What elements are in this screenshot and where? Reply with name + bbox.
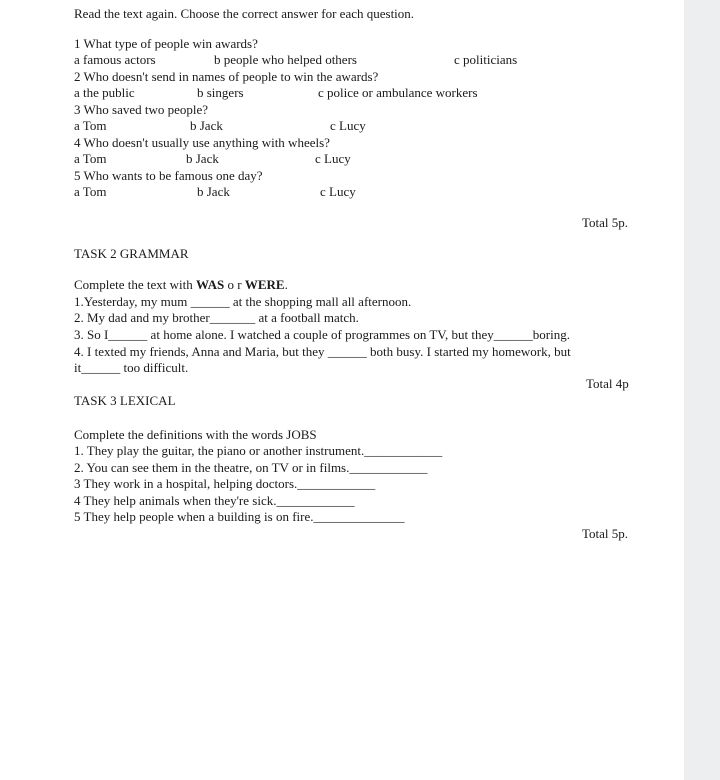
question-2: 2 Who doesn't send in names of people to win the awards?: [74, 69, 379, 84]
task2-line-2: 2. My dad and my brother_______ at a football match.: [74, 310, 359, 325]
question-1: 1 What type of people win awards?: [74, 36, 258, 51]
q1-option-c: c politicians: [454, 52, 518, 67]
task2-line-4: 4. I texted my friends, Anna and Maria, but they ______ both busy. I started my homework, but: [74, 344, 571, 359]
q3-option-b: b Jack: [190, 118, 223, 133]
question-3: 3 Who saved two people?: [74, 102, 209, 117]
instructions: Read the text again. Choose the correct answer for each question.: [74, 6, 415, 21]
q4-option-c: c Lucy: [315, 151, 351, 166]
q2-option-b: b singers: [197, 85, 244, 100]
task3-line-5: 5 They help people when a building is on fire.______________: [74, 509, 405, 524]
task2-line-1: 1.Yesterday, my mum ______ at the shopping mall all afternoon.: [74, 294, 412, 309]
task3-title: TASK 3 LEXICAL: [74, 393, 176, 408]
q3-option-c: c Lucy: [330, 118, 366, 133]
question-5: 5 Who wants to be famous one day?: [74, 168, 263, 183]
side-margin: [684, 0, 720, 780]
q5-option-c: c Lucy: [320, 184, 356, 199]
task3-line-2: 2. You can see them in the theatre, on TV or in films.____________: [74, 460, 428, 475]
task2-instructions: Complete the text with WAS o r WERE.: [74, 277, 288, 292]
q2-option-c: c police or ambulance workers: [318, 85, 478, 100]
task2-line-3: 3. So I______ at home alone. I watched a couple of programmes on TV, but they______boring.: [74, 327, 570, 342]
q5-option-a: a Tom: [74, 184, 107, 199]
q3-option-a: a Tom: [74, 118, 107, 133]
question-4: 4 Who doesn't usually use anything with wheels?: [74, 135, 330, 150]
task2-title: TASK 2 GRAMMAR: [74, 246, 189, 261]
task3-line-4: 4 They help animals when they're sick.____________: [74, 493, 355, 508]
task3-line-1: 1. They play the guitar, the piano or another instrument.____________: [74, 443, 443, 458]
q4-option-a: a Tom: [74, 151, 107, 166]
task3-line-3: 3 They work in a hospital, helping doctors.____________: [74, 476, 376, 491]
q1-option-a: a famous actors: [74, 52, 156, 67]
task3-instructions: Complete the definitions with the words JOBS: [74, 427, 317, 442]
q1-option-b: b people who helped others: [214, 52, 357, 67]
task2-line-5: it______ too difficult.: [74, 360, 189, 375]
task1-total: Total 5p.: [582, 215, 629, 230]
q4-option-b: b Jack: [186, 151, 219, 166]
task2-total: Total 4p: [586, 376, 629, 391]
q2-option-a: a the public: [74, 85, 135, 100]
q5-option-b: b Jack: [197, 184, 230, 199]
task3-total: Total 5p.: [582, 526, 629, 541]
